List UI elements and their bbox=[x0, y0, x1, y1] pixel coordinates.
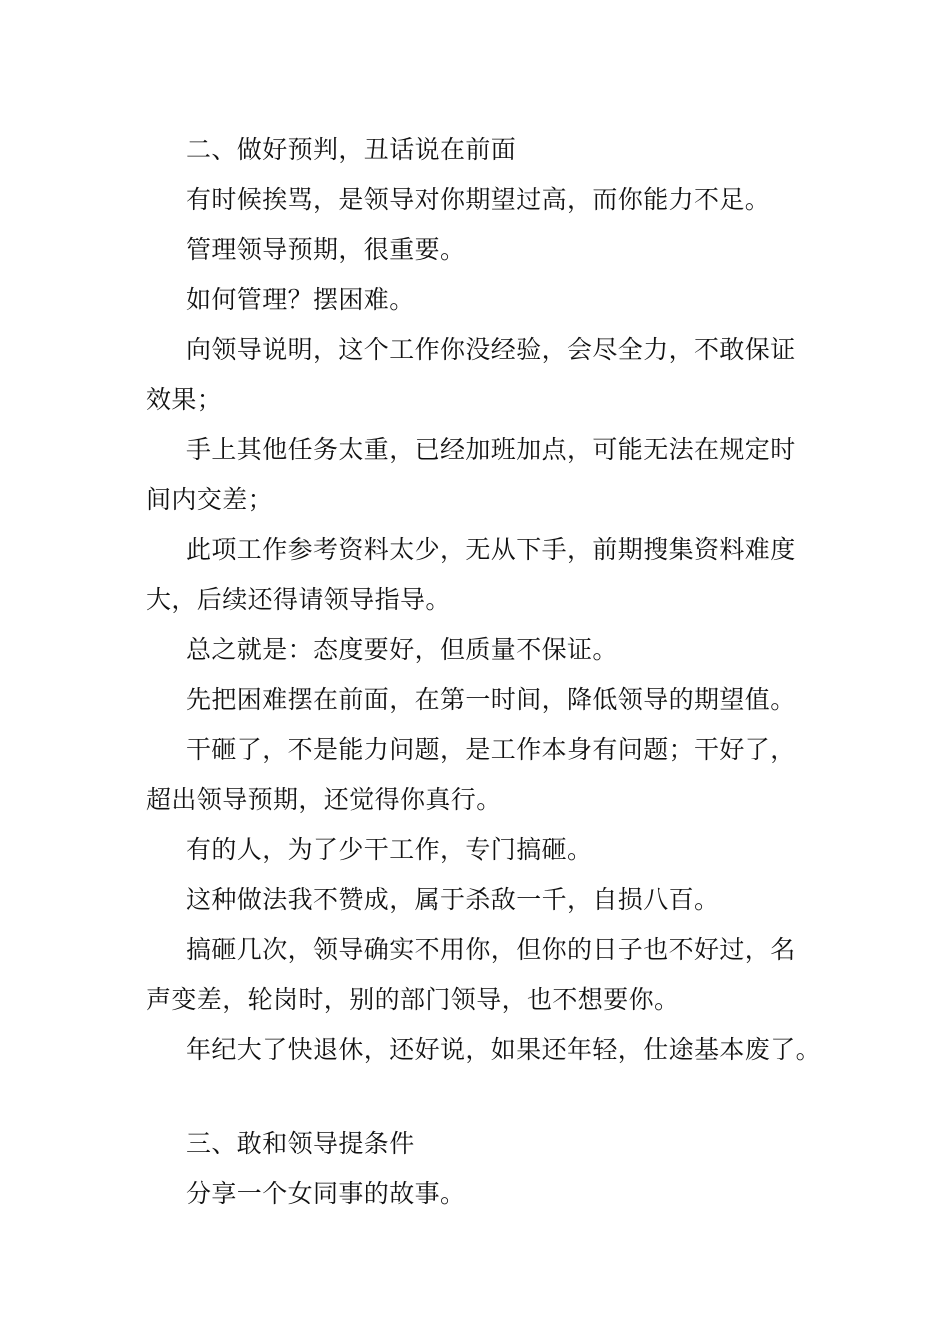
paragraph-line: 如何管理？摆困难。 bbox=[186, 285, 415, 314]
paragraph-line: 搞砸几次，领导确实不用你，但你的日子也不好过，名 bbox=[186, 935, 796, 964]
paragraph-line: 声变差，轮岗时，别的部门领导，也不想要你。 bbox=[146, 985, 680, 1014]
paragraph-line: 效果； bbox=[146, 385, 223, 414]
paragraph-line: 此项工作参考资料太少，无从下手，前期搜集资料难度 bbox=[186, 535, 796, 564]
paragraph-line: 间内交差； bbox=[146, 485, 274, 514]
paragraph-line: 手上其他任务太重，已经加班加点，可能无法在规定时 bbox=[186, 435, 796, 464]
paragraph-line: 有的人，为了少干工作，专门搞砸。 bbox=[186, 835, 593, 864]
paragraph-line: 这种做法我不赞成，属于杀敌一千，自损八百。 bbox=[186, 885, 720, 914]
paragraph-line: 先把困难摆在前面，在第一时间，降低领导的期望值。 bbox=[186, 685, 796, 714]
paragraph-line: 向领导说明，这个工作你没经验，会尽全力，不敢保证 bbox=[186, 335, 796, 364]
paragraph-line: 管理领导预期，很重要。 bbox=[186, 235, 466, 264]
paragraph-line: 干砸了，不是能力问题，是工作本身有问题；干好了， bbox=[186, 735, 796, 764]
paragraph-line: 大，后续还得请领导指导。 bbox=[146, 585, 451, 614]
paragraph-line: 分享一个女同事的故事。 bbox=[186, 1179, 466, 1208]
paragraph-line: 年纪大了快退休，还好说，如果还年轻，仕途基本废了。 bbox=[186, 1035, 822, 1064]
paragraph-line: 总之就是：态度要好，但质量不保证。 bbox=[186, 635, 618, 664]
section-heading: 三、敢和领导提条件 bbox=[186, 1129, 415, 1158]
paragraph-line: 超出领导预期，还觉得你真行。 bbox=[146, 785, 502, 814]
paragraph-line: 有时候挨骂，是领导对你期望过高，而你能力不足。 bbox=[186, 185, 771, 214]
section-heading: 二、做好预判，丑话说在前面 bbox=[186, 135, 517, 164]
